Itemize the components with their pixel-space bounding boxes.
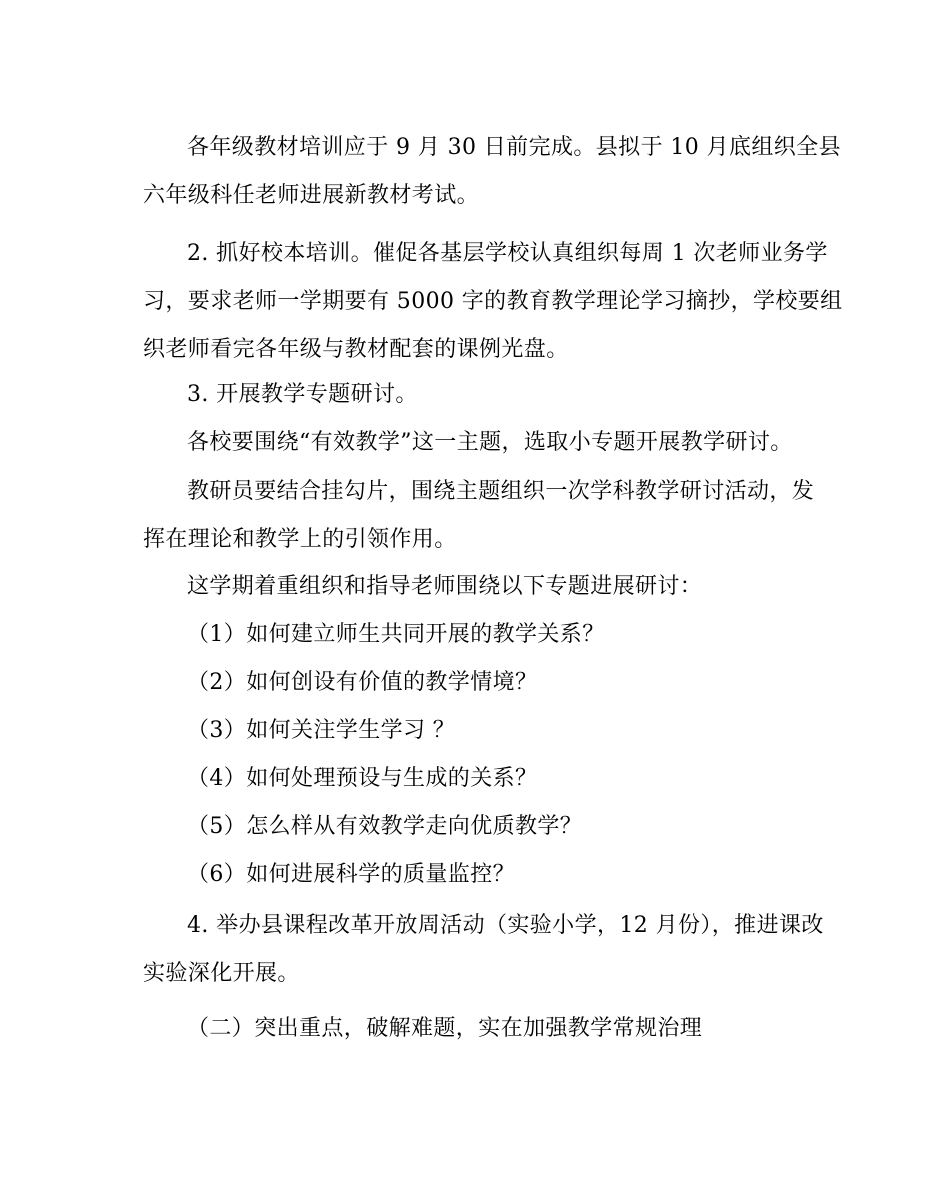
text-line: 4. 举办县课程改革开放周活动（实验小学，12 月份），推进课改 xyxy=(187,913,824,938)
text-line: 挥在理论和教学上的引领作用。 xyxy=(143,527,457,552)
list-item: （3）如何关注学生学习 ？ xyxy=(187,718,456,743)
text-line: 教研员要结合挂勾片，围绕主题组织一次学科教学研讨活动，发 xyxy=(187,479,815,504)
text-line: 织老师看完各年级与教材配套的课例光盘。 xyxy=(143,337,569,362)
text-line: 2. 抓好校本培训。催促各基层学校认真组织每周 1 次老师业务学 xyxy=(187,241,828,266)
list-item: （5）怎么样从有效教学走向优质教学？ xyxy=(187,814,583,839)
list-item: （6）如何进展科学的质量监控？ xyxy=(187,862,515,887)
list-item: （2）如何创设有价值的教学情境？ xyxy=(187,670,538,695)
section-heading: （二）突出重点，破解难题，实在加强教学常规治理 xyxy=(187,1016,703,1041)
section-heading: 3. 开展教学专题研讨。 xyxy=(187,382,418,407)
text-line: 实验深化开展。 xyxy=(143,961,300,986)
text-line: 六年级科任老师进展新教材考试。 xyxy=(143,183,480,208)
list-item: （1）如何建立师生共同开展的教学关系？ xyxy=(187,622,605,647)
text-line: 各年级教材培训应于 9 月 30 日前完成。县拟于 10 月底组织全县 xyxy=(187,135,841,160)
text-line: 习，要求老师一学期要有 5000 字的教育教学理论学习摘抄，学校要组 xyxy=(143,289,843,314)
list-item: （4）如何处理预设与生成的关系？ xyxy=(187,766,538,791)
text-line: 这学期着重组织和指导老师围绕以下专题进展研讨： xyxy=(187,574,703,599)
text-line: 各校要围绕“有效教学”这一主题，选取小专题开展教学研讨。 xyxy=(187,430,793,455)
